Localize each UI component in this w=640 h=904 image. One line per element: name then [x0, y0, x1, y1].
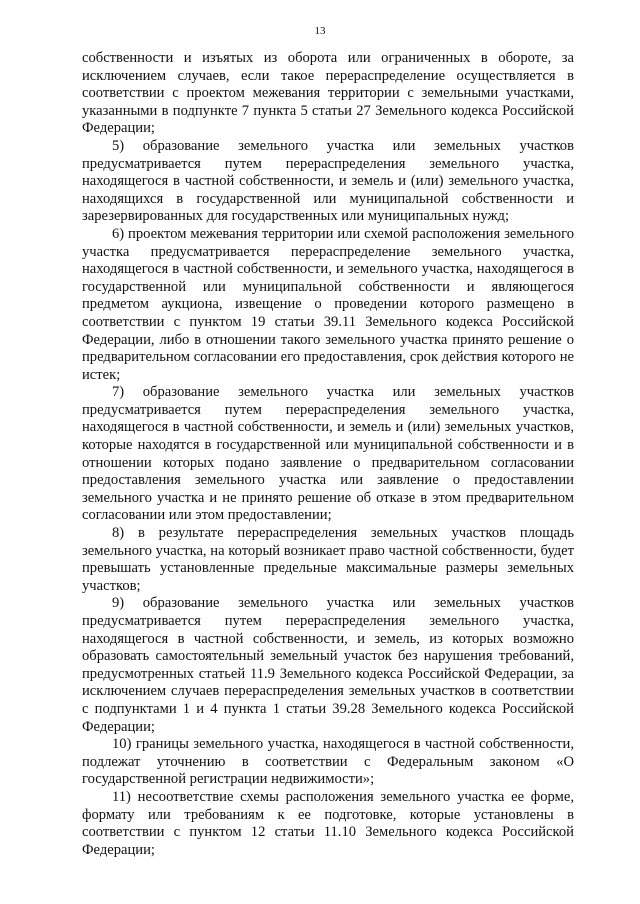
- paragraph-item-6: 6) проектом межевания территории или схемой расположения земельного участка предусматривается перераспределение земельного участка, находящегося в частной собственности, и земельного участка, находящегося в государственной или муниципальной собственности и являющегося предметом аукциона, извещение о проведении которого размещено в соответствии с пунктом 19 статьи 39.11 Земельного кодекса Российской Федерации, либо в отношении такого земельного участка принято решение о предварительном согласовании его предоставления, срок действия которого не истек;: [82, 225, 574, 383]
- paragraph-item-9: 9) образование земельного участка или земельных участков предусматривается путем перераспределения земельного участка, находящегося в частной собственности, и земель, из которых возможно образовать самостоятельный земельный участок без нарушения требований, предусмотренных статьей 11.9 Земельного кодекса Российской Федерации, за исключением случаев перераспределения земельных участков в соответствии с подпунктами 1 и 4 пункта 1 статьи 39.28 Земельного кодекса Российской Федерации;: [82, 595, 574, 735]
- paragraph-item-7: 7) образование земельного участка или земельных участков предусматривается путем перераспределения земельного участка, находящегося в частной собственности, и земель и (или) земельных участков, которые находятся в государственной или муниципальной собственности и в отношении которых подано заявление о предварительном согласовании предоставления земельного участка или заявление о предоставлении земельного участка и не принято решение об отказе в этом предварительном согласовании или этом предоставлении;: [82, 384, 574, 524]
- paragraph-item-10: 10) границы земельного участка, находящегося в частной собственности, подлежат уточнению в соответствии с Федеральным законом «О государственной регистрации недвижимости»;: [82, 736, 574, 788]
- paragraph-item-5: 5) образование земельного участка или земельных участков предусматривается путем перераспределения земельного участка, находящегося в частной собственности, и земель и (или) земельного участка, находящихся в государственной или муниципальной собственности и зарезервированных для государственных или муниципальных нужд;: [82, 137, 574, 225]
- paragraph-continuation: собственности и изъятых из оборота или ограниченных в обороте, за исключением случаев, если такое перераспределение осуществляется в соответствии с проектом межевания территории с земельными участками, указанными в подпункте 7 пункта 5 статьи 27 Земельного кодекса Российской Федерации;: [82, 50, 574, 137]
- paragraph-item-11: 11) несоответствие схемы расположения земельного участка ее форме, формату или требованиям к ее подготовке, которые установлены в соответствии с пунктом 12 статьи 11.10 Земельного кодекса Российской Федерации;: [82, 788, 574, 858]
- paragraph-item-8: 8) в результате перераспределения земельных участков площадь земельного участка, на который возникает право частной собственности, будет превышать установленные предельные максимальные размеры земельных участков;: [82, 525, 574, 594]
- document-body: [82, 50, 574, 859]
- page-number: 13: [314, 25, 326, 37]
